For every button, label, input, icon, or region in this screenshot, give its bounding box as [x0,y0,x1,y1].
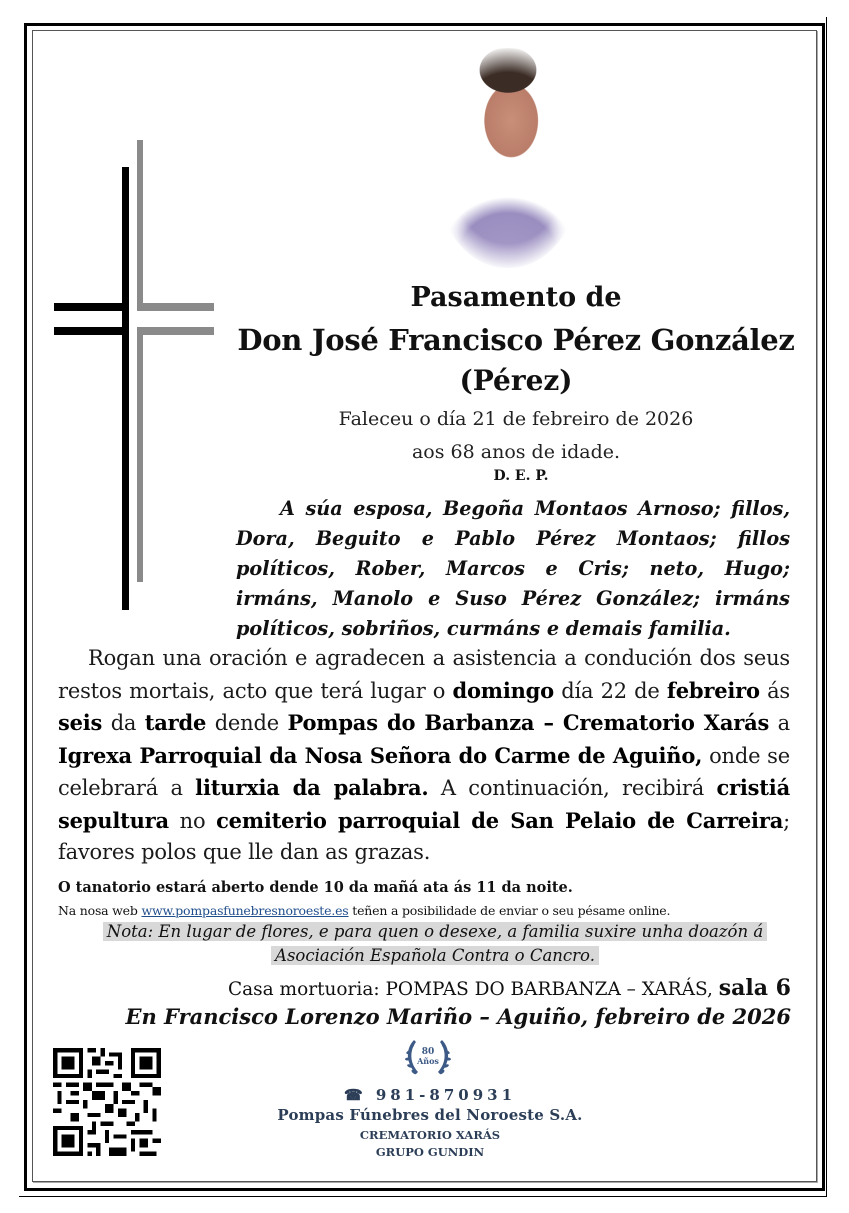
group-name: GRUPO GUNDIN [375,1145,485,1159]
ceremony-text: onde se celebrará a [58,743,790,800]
website-link[interactable]: www.pompasfunebresnoroeste.es [141,903,349,918]
ceremony-text: no [168,808,217,833]
ceremony-text: dende [206,711,288,735]
ceremony-highlight: seis [58,710,103,735]
anniversary-laurel-badge-icon [400,1034,456,1082]
ceremony-highlight: domingo [452,677,554,703]
ceremony-highlight: liturxia da palabra. [195,775,429,800]
badge-label: Años [417,1056,439,1066]
place-date-signature: En Francisco Lorenzo Mariño – Aguiño, febreiro de 2026 [125,1004,791,1029]
ceremony-text: a [769,711,790,735]
donation-note-text: Nota: En lugar de flores, e para quen o desexe, a familia suxire unha doazón á Asociación Española Contra o Cancro. [103,922,767,965]
badge-number: 80 [421,1047,435,1057]
deceased-nickname: (Pérez) [459,364,573,397]
ceremony-highlight: tarde [144,710,207,735]
ceremony-highlight: febreiro [666,677,760,703]
death-date: Faleceu o día 21 de febreiro de 2026 [338,408,694,430]
donation-note [80,920,790,968]
ceremony-text: da [102,711,145,735]
rip-abbreviation: D. E. P. [493,468,549,484]
qr-code-icon[interactable] [53,1048,161,1156]
title-heading: Pasamento de [410,282,622,313]
ceremony-paragraph [58,643,790,869]
border-shadow-right [826,17,827,1197]
ceremony-highlight: cristiá sepultura [58,775,790,833]
crematorium-name: CREMATORIO XARÁS [359,1128,501,1142]
phone-icon: ☎ [343,1086,367,1104]
ceremony-text: ás [759,678,790,703]
phone-line [230,1086,630,1104]
web-condolence-line [58,903,670,918]
web-suffix: teñen a posibilidade de enviar o seu pésame online. [348,903,671,918]
ceremony-text: ; favores polos que lle dan as grazas. [58,808,790,864]
ceremony-highlight: Igrexa Parroquial da Nosa Señora do Carme de Aguiño, [58,742,703,768]
tanatorio-hours: O tanatorio estará aberto dende 10 da mañá ata ás 11 da noite. [58,879,573,896]
phone-number[interactable]: 981-870931 [375,1086,517,1104]
ceremony-highlight: cemiterio parroquial de San Pelaio de Carreira [216,807,784,833]
mortuary-room: sala 6 [718,975,791,1001]
border-shadow-bottom [19,1196,827,1197]
mortuary-label: Casa mortuoria: POMPAS DO BARBANZA – XARÁS, [227,979,713,1000]
family-mourners: A súa esposa, Begoña Montaos Arnoso; fillos, Dora, Beguito e Pablo Pérez Montaos; fillos políticos, Rober, Marcos e Cris; neto, Hugo; irmáns, Manolo e Suso Pérez González; irmáns políticos, sobriños, curmáns e demais familia. [236,497,790,640]
age-at-death: aos 68 anos de idade. [411,441,621,463]
mortuary-location [228,975,791,1001]
company-name: Pompas Fúnebres del Noroeste S.A. [277,1106,583,1124]
cross-icon [54,140,214,615]
ceremony-text: día 22 de [553,678,667,703]
ceremony-text: A continuación, recibirá [428,776,717,800]
ceremony-text: Rogan una oración e agradecen a asistencia a condución dos seus restos mortais, acto que terá lugar o [58,646,790,703]
ceremony-highlight: Pompas do Barbanza – Crematorio Xarás [287,710,770,735]
web-prefix: Na nosa web [58,903,142,918]
deceased-name: Don José Francisco Pérez González [237,323,795,357]
